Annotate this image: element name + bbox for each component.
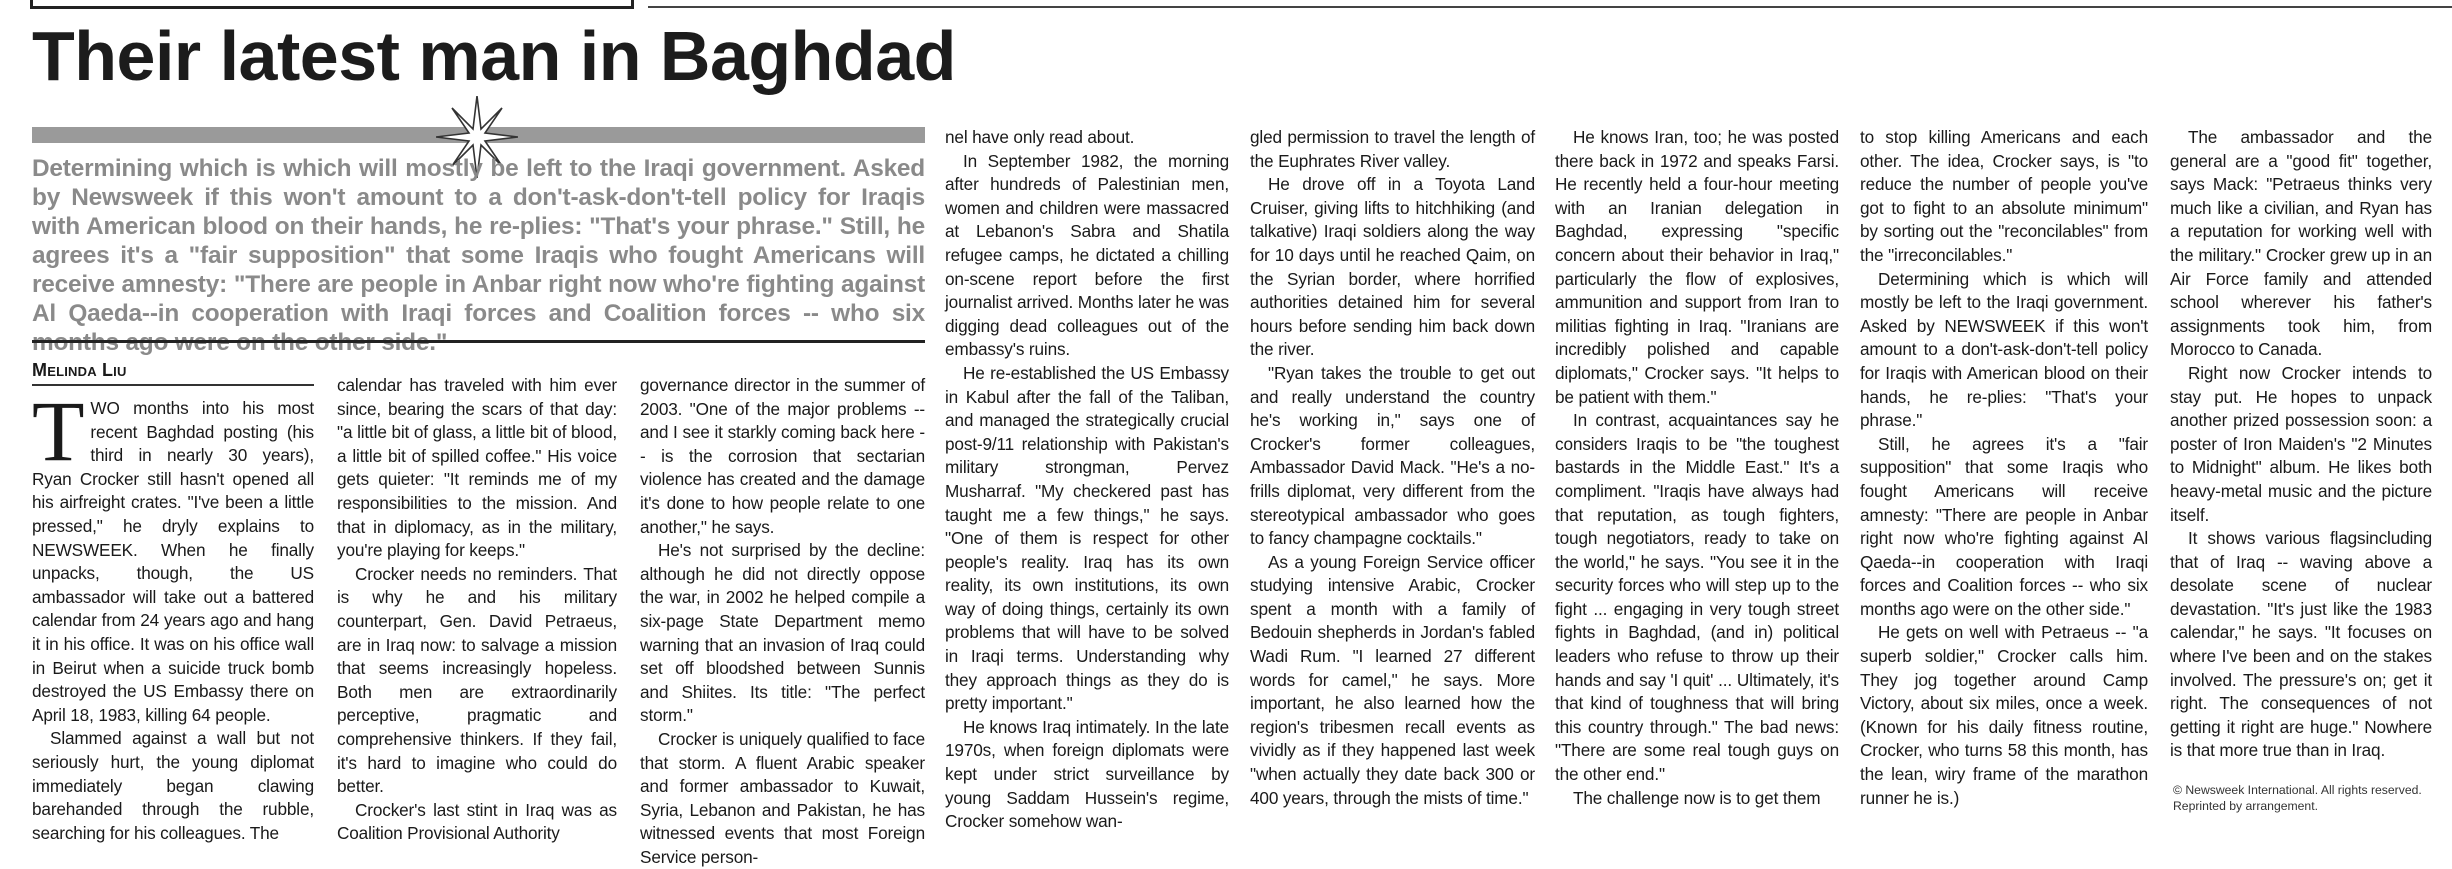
article-column-8 [2170, 126, 2432, 763]
paragraph: to stop killing Americans and each other. The idea, Crocker says, is "to reduce the number of people you've got to fight to an absolute minimum" by sorting out the "reconcilables" from the "irreconcilables." [1860, 127, 2148, 265]
paragraph: nel have only read about. [945, 127, 1135, 147]
paragraph: In September 1982, the morning after hundreds of Palestinian men, women and children were massacred at Lebanon's Sabra and Shatila refugee camps, he dictated a chilling on-scene report before the first journalist arrived. Months later he was digging dead colleagues out of the embassy's ruins. [945, 150, 1229, 360]
paragraph: The ambassador and the general are a "good fit" together, says Mack: "Petraeus thinks very much like a civilian, and Ryan has a reputation for working well with the military." Crocker grew up in an Air Force family and attended school wherever his father's assignments took him, from Morocco to Canada. [2170, 127, 2432, 360]
header-box-frame [30, 0, 634, 9]
paragraph: As a young Foreign Service officer studying intensive Arabic, Crocker spent a month with a family of Bedouin shepherds in Jordan's fabled Wadi Rum. "I learned 27 different words for camel," he says. More important, he also learned how the region's tribesmen recall events as vividly as if they happened last week "when actually they date back 300 or 400 years, through the mists of time." [1250, 551, 1535, 808]
paragraph: Slammed against a wall but not seriously hurt, the young diplomat immediately began clawing barehanded through the rubble, searching for his colleagues. The [32, 728, 314, 843]
paragraph: He's not surprised by the decline: although he did not directly oppose the war, in 2002 he helped compile a six-page State Department memo warning that an invasion of Iraq could set off bloodshed between Sunnis and Shiites. Its title: "The perfect storm." [640, 540, 925, 726]
paragraph: In contrast, acquaintances say he considers Iraqis to be "the toughest bastards in the Middle East." It's a compliment. "Iraqis have always had that reputation, as tough fighters, tough negotiators, ready to take on the world," he says. "You see it in the security forces who will step up to the fight ... engaging in very tough street fights in Baghdad, (and in) political leaders who refuse to throw up their hands and say 'I quit' ... Ultimately, it's that kind of toughness that will bring this country through." The bad news: "There are some real tough guys on the other end." [1555, 410, 1839, 785]
article-column-6 [1555, 126, 1839, 810]
paragraph: "Ryan takes the trouble to get out and really understand the country he's working in," says one of Crocker's former colleagues, Ambassador David Mack. "He's a no-frills diplomat, very different from the stereotypical ambassador who goes to fancy champagne cocktails." [1250, 362, 1535, 549]
paragraph: It shows various flagsincluding that of Iraq -- waving above a desolate scene of nuclear devastation. "It's just like the 1983 calendar," he says. "It focuses on where I've been and on the stakes involved. The pressure's on; get it right. The consequences of not getting it right are huge." Nowhere is that more true than in Iraq. [2170, 528, 2432, 761]
article-column-7 [1860, 126, 2148, 810]
paragraph: He re-established the US Embassy in Kabul after the fall of the Taliban, and managed the strategically crucial post-9/11 relationship with Pakistan's military strongman, Pervez Musharraf. "My checkered past has taught me a few things," he says. "One of them is respect for other people's reality. Iraq has its own reality, its own institutions, its own way of doing things, certainly its own problems that will have to be solved in Iraqi terms. Understanding why they approach things as they do is pretty important." [945, 362, 1229, 714]
pullquote-rule [32, 340, 925, 343]
copyright-notice: © Newsweek International. All rights reserved. Reprinted by arrangement. [2173, 783, 2422, 813]
article-column-2 [337, 374, 617, 846]
paragraph: He knows Iran, too; he was posted there back in 1972 and speaks Farsi. He recently held a four-hour meeting with an Iranian delegation in Baghdad, expressing "specific concern about their behavior in Iraq," particularly the flow of explosives, ammunition and support from Iran to militias fighting in Iraq. "Iranians are incredibly polished and capable diplomats," Crocker says. "It helps to be patient with them." [1555, 127, 1839, 407]
paragraph: He drove off in a Toyota Land Cruiser, giving lifts to hitchhiking (and talkative) Iraqi soldiers along the way for 10 days until he reached Qaim, on the Syrian border, where horrified authorities detained him for several hours before sending him back down the river. [1250, 174, 1535, 360]
paragraph: Right now Crocker intends to stay put. He hopes to unpack another prized possession soon: a poster of Iron Maiden's "2 Minutes to Midnight" album. He likes both heavy-metal music and the picture itself. [2170, 362, 2432, 525]
paragraph: Determining which is which will mostly be left to the Iraqi government. Asked by NEWSWEEK if this won't amount to a don't-ask-don't-tell policy for Iraqis with American blood on their hands, he re-plies: "That's your phrase." [1860, 268, 2148, 431]
paragraph: Crocker's last stint in Iraq was as Coalition Provisional Authority [337, 799, 617, 844]
paragraph: WO months into his most recent Baghdad posting (his third in nearly 30 years), Ryan Crocker still hasn't opened all his airfreight crates. "I've been a little pressed," he dryly explains to NEWSWEEK. When he finally unpacks, though, the US ambassador will take out a battered calendar from 24 years ago and hang it in his office. It was on his office wall in Beirut when a suicide truck bomb destroyed the US Embassy there on April 18, 1983, killing 64 people. [32, 398, 314, 725]
article-column-1 [32, 383, 314, 845]
paragraph: Crocker is uniquely qualified to face that storm. A fluent Arabic speaker and former ambassador to Kuwait, Syria, Lebanon and Pakistan, he has witnessed events that most Foreign Service person- [640, 728, 925, 867]
article-column-5 [1250, 126, 1535, 810]
paragraph: He knows Iraq intimately. In the late 1970s, when foreign diplomats were kept under strict surveillance by young Saddam Hussein's regime, Crocker somehow wan- [945, 716, 1229, 832]
byline: Melinda Liu [32, 360, 127, 380]
drop-cap: T [32, 383, 85, 479]
headline: Their latest man in Baghdad [32, 17, 956, 95]
paragraph: Still, he agrees it's a "fair supposition" that some Iraqis who fought Americans will receive amnesty: "There are people in Anbar right now who're fighting against Al Qaeda--in cooperation with Iraqi forces and Coalition forces -- who six months ago were on the other side." [1860, 433, 2148, 619]
article-column-3 [640, 374, 925, 869]
header-rule [648, 6, 2452, 8]
paragraph: The challenge now is to get them [1573, 787, 1821, 808]
pullquote: Determining which is which will mostly be left to the Iraqi government. Asked by Newsweek if this won't amount to a don't-ask-don't-tell policy for Iraqis with American blood on their hands, he re-plies: "That's your phrase." Still, he agrees it's a "fair supposition" that some Iraqis who fought Americans will receive amnesty: "There are people in Anbar right now who're fighting against Al Qaeda--in cooperation with Iraqi forces and Coalition forces -- who six months ago were on the other side." [32, 155, 925, 356]
article-column-4 [945, 126, 1229, 834]
paragraph: gled permission to travel the length of the Euphrates River valley. [1250, 127, 1535, 171]
paragraph: governance director in the summer of 2003. "One of the major problems -- and I see it starkly coming back here -- is the corrosion that sectarian violence has created and the damage it's done to how people relate to one another," he says. [640, 375, 925, 537]
paragraph: He gets on well with Petraeus -- "a superb soldier," Crocker calls him. They jog together around Camp Victory, about six miles, once a week. (Known for his daily fitness routine, Crocker, who turns 58 this month, has the lean, wiry frame of the marathon runner he is.) [1860, 622, 2148, 808]
paragraph: Crocker needs no reminders. That is why he and his military counterpart, Gen. David Petraeus, are in Iraq now: to salvage a mission that seems increasingly hopeless. Both men are extraordinarily perceptive, pragmatic and comprehensive thinkers. If they fail, it's hard to imagine who could do better. [337, 563, 617, 797]
paragraph: calendar has traveled with him ever since, bearing the scars of that day: "a little bit of glass, a little bit of blood, a little bit of spilled coffee." His voice gets quieter: "It reminds me of my responsibilities to the mission. And that in diplomacy, as in the military, you're playing for keeps." [337, 375, 617, 561]
